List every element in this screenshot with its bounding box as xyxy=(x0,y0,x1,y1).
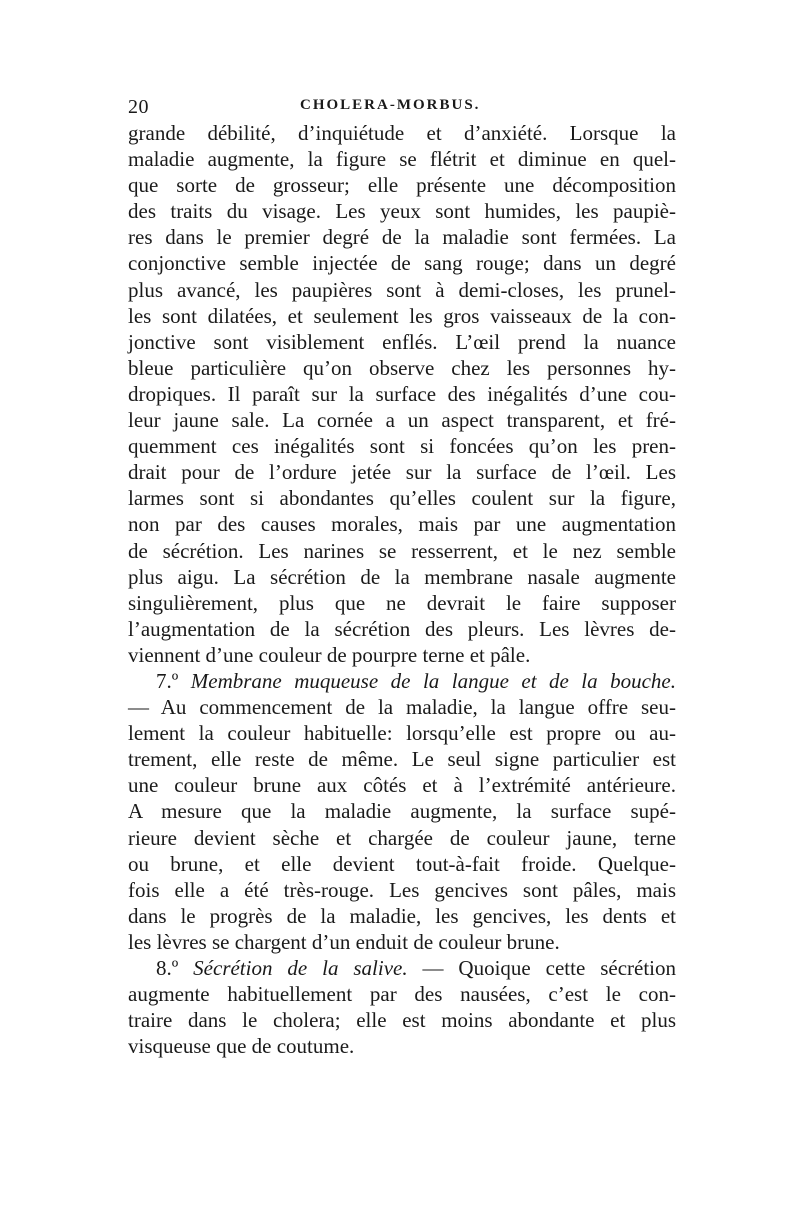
text-line xyxy=(128,511,676,537)
text-line xyxy=(128,355,676,381)
text-line xyxy=(128,224,676,250)
line-text: de sécrétion. Les narines se resserrent, et le nez semble xyxy=(128,538,676,563)
text-line xyxy=(128,172,676,198)
line-text: non par des causes morales, mais par une augmentation xyxy=(128,512,676,537)
line-text: les sont dilatées, et seulement les gros vaisseaux de la con- xyxy=(128,303,676,328)
text-line xyxy=(128,407,676,433)
section-heading: Membrane muqueuse de la langue et de la bouche. xyxy=(190,668,677,693)
text-line xyxy=(128,198,676,224)
body-text xyxy=(128,120,676,1059)
text-line xyxy=(128,1033,676,1059)
line-text: augmente habituellement par des nausées, c’est le con- xyxy=(128,982,676,1007)
text-line xyxy=(128,459,676,485)
line-text: lement la couleur habituelle: lorsqu’elle est propre ou au- xyxy=(128,721,676,746)
text-line xyxy=(128,772,676,798)
line-text: singulièrement, plus que ne devrait le faire supposer xyxy=(128,590,676,615)
text-line xyxy=(128,798,676,824)
line-text: fois elle a été très-rouge. Les gencives sont pâles, mais xyxy=(128,877,676,902)
line-text: visqueuse que de coutume. xyxy=(128,1034,355,1059)
text-line xyxy=(128,694,676,720)
text-line xyxy=(128,929,676,955)
text-line xyxy=(128,903,676,929)
text-line xyxy=(128,1007,676,1033)
line-text: jonctive sont visiblement enflés. L’œil prend la nuance xyxy=(128,329,676,354)
page-number: 20 xyxy=(128,96,149,118)
line-text: conjonctive semble injectée de sang rouge; dans un degré xyxy=(128,251,676,276)
text-line xyxy=(128,564,676,590)
line-text: trement, elle reste de même. Le seul signe particulier est xyxy=(128,747,676,772)
text-line xyxy=(128,825,676,851)
line-text: A mesure que la maladie augmente, la surface supé- xyxy=(128,799,676,824)
line-text: une couleur brune aux côtés et à l’extrémité antérieure. xyxy=(128,773,676,798)
text-line xyxy=(128,329,676,355)
line-text: maladie augmente, la figure se flétrit et diminue en quel- xyxy=(128,147,676,172)
text-line xyxy=(128,433,676,459)
line-text: plus aigu. La sécrétion de la membrane nasale augmente xyxy=(128,564,676,589)
text-line xyxy=(128,955,676,981)
line-text: leur jaune sale. La cornée a un aspect transparent, et fré- xyxy=(128,408,676,433)
text-line xyxy=(128,746,676,772)
line-text: — Quoique cette sécrétion xyxy=(407,956,676,980)
running-head xyxy=(128,96,676,120)
line-text: res dans le premier degré de la maladie sont fermées. La xyxy=(128,225,676,250)
line-text: l’augmentation de la sécrétion des pleurs. Les lèvres de- xyxy=(128,616,676,641)
text-line xyxy=(128,485,676,511)
line-text: larmes sont si abondantes qu’elles coulent sur la figure, xyxy=(128,486,676,511)
text-line xyxy=(128,981,676,1007)
text-line xyxy=(128,851,676,877)
line-text: ou brune, et elle devient tout-à-fait froide. Quelque- xyxy=(128,851,676,876)
text-line xyxy=(128,720,676,746)
line-text: plus avancé, les paupières sont à demi-closes, les prunel- xyxy=(128,277,676,302)
line-text: dropiques. Il paraît sur la surface des inégalités d’une cou- xyxy=(128,381,676,406)
line-text: que sorte de grosseur; elle présente une décomposition xyxy=(128,173,676,198)
line-text: — Au commencement de la maladie, la langue offre seu- xyxy=(128,695,676,720)
line-text: dans le progrès de la maladie, les gencives, les dents et xyxy=(128,903,676,928)
text-line xyxy=(128,250,676,276)
line-text: des traits du visage. Les yeux sont humides, les paupiè- xyxy=(128,199,676,224)
text-line xyxy=(128,877,676,903)
line-text: drait pour de l’ordure jetée sur la surface de l’œil. Les xyxy=(128,460,676,485)
section-heading: Sécrétion de la salive. xyxy=(193,956,408,980)
text-line xyxy=(128,538,676,564)
section-number: 8.º xyxy=(156,956,194,980)
line-text: bleue particulière qu’on observe chez les personnes hy- xyxy=(128,355,676,380)
line-text: rieure devient sèche et chargée de couleur jaune, terne xyxy=(128,825,676,850)
line-text: traire dans le cholera; elle est moins abondante et plus xyxy=(128,1008,676,1033)
text-line xyxy=(128,616,676,642)
line-text: quemment ces inégalités sont si foncées qu’on les pren- xyxy=(128,434,676,459)
text-line xyxy=(128,120,676,146)
text-line xyxy=(128,668,676,694)
running-title: CHOLERA-MORBUS. xyxy=(300,97,481,113)
section-number: 7.º xyxy=(156,668,191,693)
line-text: viennent d’une couleur de pourpre terne et pâle. xyxy=(128,642,531,667)
text-line xyxy=(128,303,676,329)
text-line xyxy=(128,146,676,172)
line-text: grande débilité, d’inquiétude et d’anxiété. Lorsque la xyxy=(128,121,676,145)
text-line xyxy=(128,642,676,668)
text-line xyxy=(128,381,676,407)
line-text: les lèvres se chargent d’un enduit de couleur brune. xyxy=(128,929,560,954)
text-line xyxy=(128,277,676,303)
text-line xyxy=(128,590,676,616)
